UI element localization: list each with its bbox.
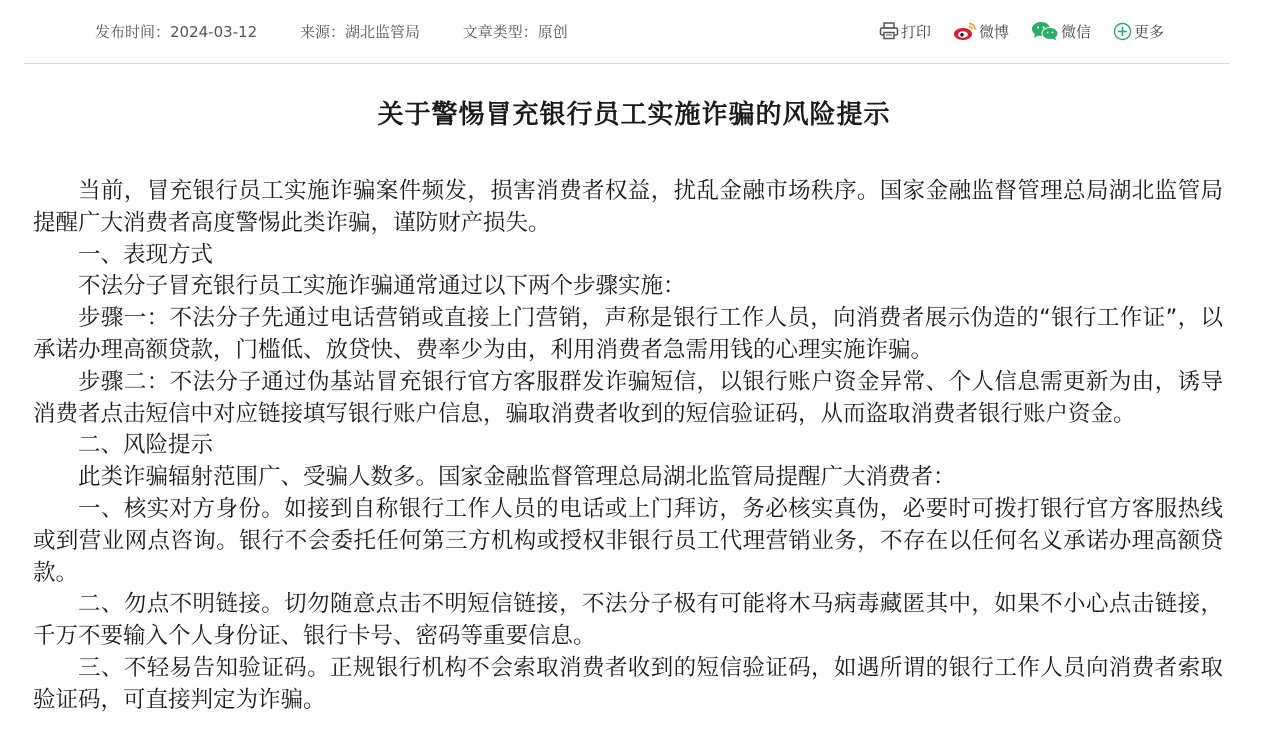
paragraph-tip-verification-code: 三、不轻易告知验证码。正规银行机构不会索取消费者收到的短信验证码，如遇所谓的银行工作人员向消费者索取验证码，可直接判定为诈骗。 bbox=[33, 654, 1223, 713]
paragraph-tips-intro: 此类诈骗辐射范围广、受骗人数多。国家金融监督管理总局湖北监管局提醒广大消费者： bbox=[78, 464, 956, 491]
paragraph-steps-intro: 不法分子冒充银行员工实施诈骗通常通过以下两个步骤实施： bbox=[78, 273, 686, 300]
paragraph-step-one: 步骤一：不法分子先通过电话营销或直接上门营销，声称是银行工作人员，向消费者展示伪造的“银行工作证”，以承诺办理高额贷款，门槛低、放贷快、费率少为由，利用消费者急需用钱的心理实施诈骗。 bbox=[33, 305, 1223, 363]
weibo-label: 微博 bbox=[978, 22, 1009, 41]
weibo-share-button[interactable] bbox=[953, 18, 1009, 44]
weibo-icon bbox=[953, 21, 977, 41]
print-button[interactable] bbox=[879, 18, 931, 44]
more-share-button[interactable] bbox=[1113, 18, 1164, 44]
publish-time: 发布时间：2024-03-12 bbox=[95, 23, 258, 41]
paragraph-step-two: 步骤二：不法分子通过伪基站冒充银行官方客服群发诈骗短信，以银行账户资金异常、个人信息需更新为由，诱导消费者点击短信中对应链接填写银行账户信息，骗取消费者收到的短信验证码，从而盗取消费者银行账户资金。 bbox=[33, 368, 1223, 427]
print-label: 打印 bbox=[900, 22, 931, 41]
more-label: 更多 bbox=[1133, 22, 1164, 41]
share-toolbar bbox=[879, 18, 1164, 44]
wechat-share-button[interactable] bbox=[1031, 18, 1091, 44]
article-meta-bar bbox=[0, 0, 1268, 62]
article-source: 来源：湖北监管局 bbox=[299, 23, 420, 41]
article-title: 关于警惕冒充银行员工实施诈骗的风险提示 bbox=[377, 100, 891, 130]
paragraph-tip-verify-identity: 一、核实对方身份。如接到自称银行工作人员的电话或上门拜访，务必核实真伪，必要时可拨打银行官方客服热线或到营业网点咨询。银行不会委托任何第三方机构或授权非银行员工代理营销业务，不存在以任何名义承诺办理高额贷款。 bbox=[33, 495, 1223, 586]
wechat-icon bbox=[1031, 21, 1059, 41]
section-heading-risk-tips: 二、风险提示 bbox=[78, 432, 214, 459]
plus-circle-icon bbox=[1113, 22, 1132, 41]
article-body bbox=[33, 176, 1223, 717]
header-divider bbox=[24, 63, 1230, 64]
printer-icon bbox=[879, 22, 899, 40]
paragraph-intro: 当前，冒充银行员工实施诈骗案件频发，损害消费者权益，扰乱金融市场秩序。国家金融监督管理总局湖北监管局提醒广大消费者高度警惕此类诈骗，谨防财产损失。 bbox=[33, 178, 1223, 236]
wechat-label: 微信 bbox=[1060, 22, 1091, 41]
section-heading-manifestation: 一、表现方式 bbox=[78, 241, 214, 268]
paragraph-tip-avoid-links: 二、勿点不明链接。切勿随意点击不明短信链接，不法分子极有可能将木马病毒藏匿其中，如果不小心点击链接，千万不要输入个人身份证、银行卡号、密码等重要信息。 bbox=[33, 591, 1223, 650]
article-type: 文章类型：原创 bbox=[462, 23, 568, 41]
article-meta bbox=[95, 21, 606, 42]
